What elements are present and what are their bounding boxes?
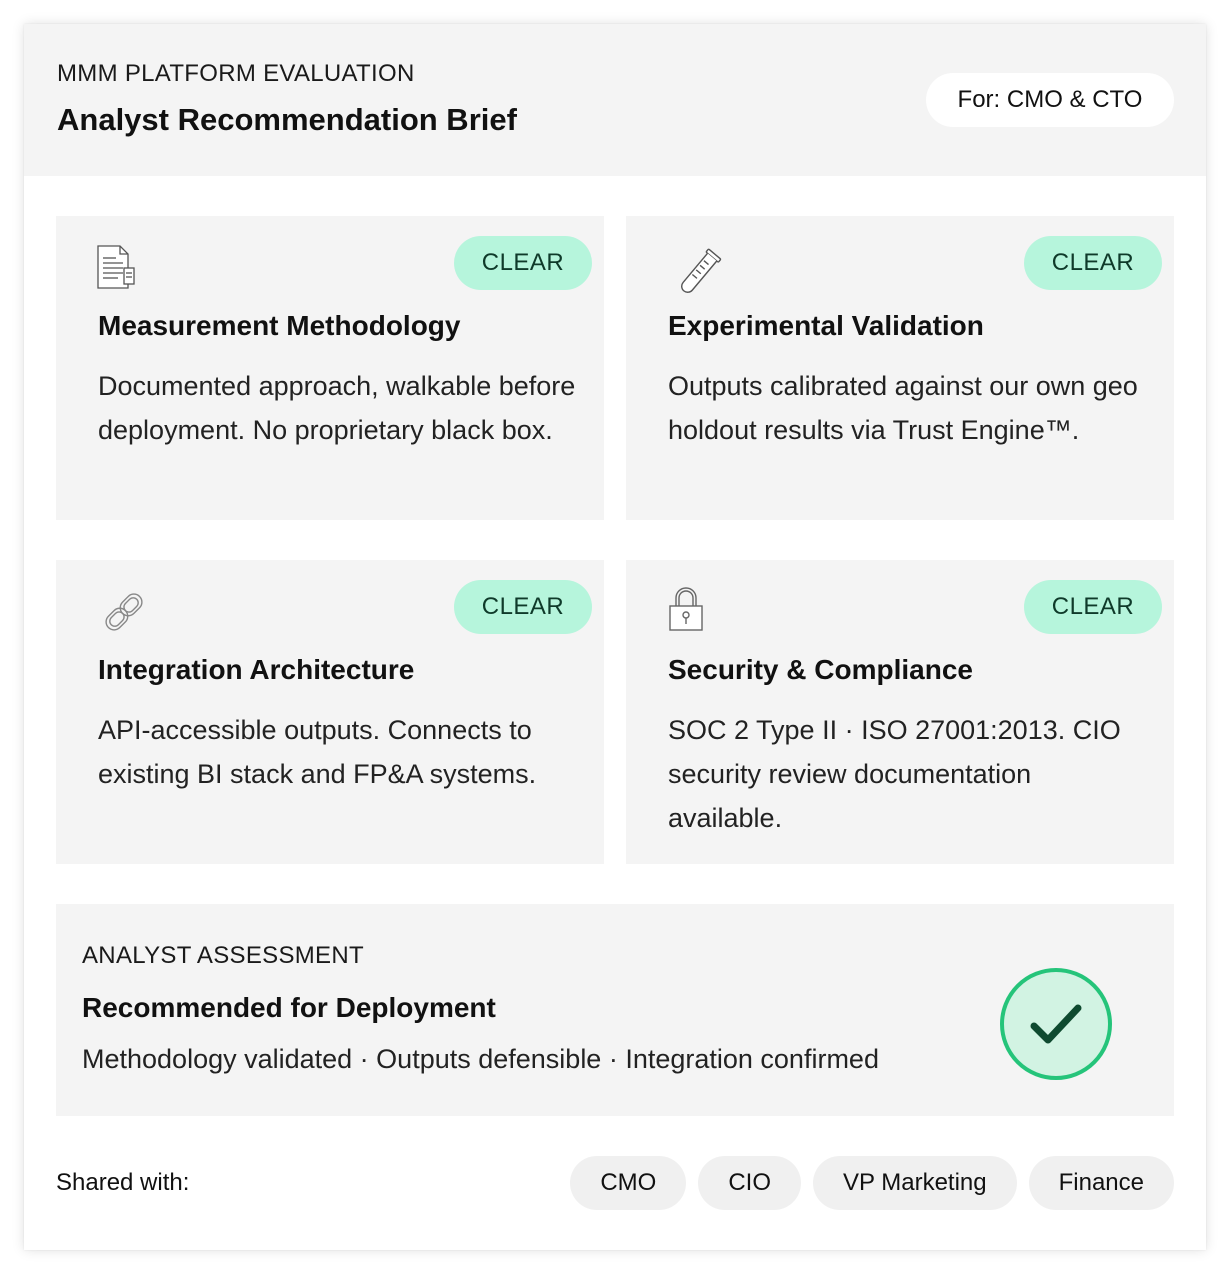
chain-link-icon (98, 586, 150, 638)
recipient-chip-finance[interactable]: Finance (1029, 1156, 1174, 1210)
assessment-eyebrow: ANALYST ASSESSMENT (82, 942, 364, 969)
checkmark-icon (1000, 968, 1112, 1080)
criterion-tile-methodology (56, 216, 604, 520)
card-header (24, 24, 1206, 176)
recipient-chip-cmo[interactable]: CMO (570, 1156, 686, 1210)
padlock-icon (666, 586, 706, 634)
status-badge: CLEAR (454, 236, 592, 290)
page-title: Analyst Recommendation Brief (57, 102, 517, 137)
criterion-title: Integration Architecture (98, 654, 415, 685)
status-badge: CLEAR (1024, 236, 1162, 290)
criterion-tile-validation (626, 216, 1174, 520)
analyst-assessment-panel (56, 904, 1174, 1116)
status-badge: CLEAR (1024, 580, 1162, 634)
criterion-tile-security (626, 560, 1174, 864)
criterion-description: API-accessible outputs. Connects to existing BI stack and FP&A systems. (98, 715, 537, 789)
criterion-title: Measurement Methodology (98, 310, 461, 341)
recommendation-card (24, 24, 1206, 1250)
recipient-chip-vp-marketing[interactable]: VP Marketing (813, 1156, 1017, 1210)
criterion-title: Security & Compliance (668, 654, 973, 685)
status-badge: CLEAR (454, 580, 592, 634)
criterion-title: Experimental Validation (668, 310, 984, 341)
audience-badge: For: CMO & CTO (926, 73, 1174, 127)
criterion-description: Documented approach, walkable before deployment. No proprietary black box. (98, 371, 576, 445)
shared-recipients (570, 1156, 1174, 1210)
criterion-description: Outputs calibrated against our own geo holdout results via Trust Engine™. (668, 371, 1138, 445)
header-eyebrow: MMM PLATFORM EVALUATION (57, 60, 415, 87)
test-tube-icon (670, 246, 726, 302)
shared-with-label: Shared with: (56, 1169, 190, 1196)
criterion-tile-integration (56, 560, 604, 864)
recipient-chip-cio[interactable]: CIO (698, 1156, 801, 1210)
criterion-description: SOC 2 Type II · ISO 27001:2013. CIO security review documentation available. (668, 715, 1121, 833)
assessment-summary: Methodology validated · Outputs defensible · Integration confirmed (82, 1044, 879, 1074)
document-icon (94, 244, 138, 292)
assessment-title: Recommended for Deployment (82, 992, 496, 1023)
